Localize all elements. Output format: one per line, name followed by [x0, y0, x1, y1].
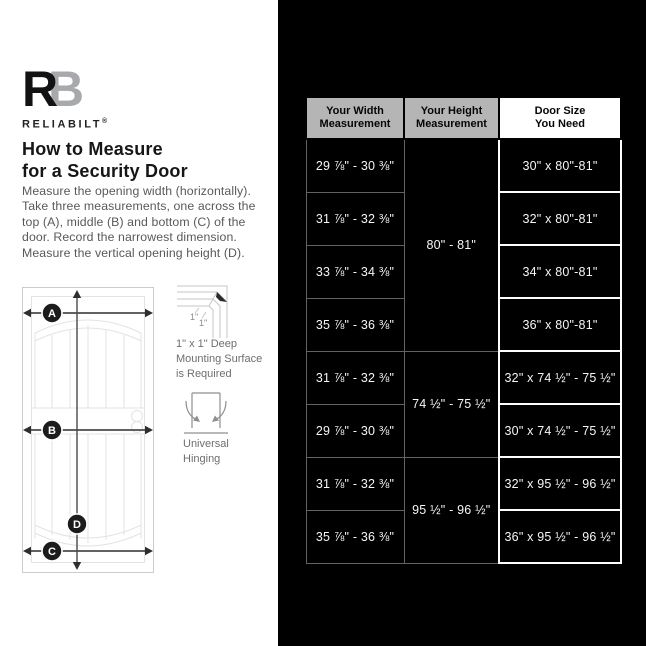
door-size-cell: 32" x 95 ½" - 96 ½"	[499, 457, 621, 510]
table-row	[306, 457, 621, 510]
point-a-label: A	[48, 308, 56, 320]
table-header-row	[306, 97, 621, 139]
mounting-note-line: is Required	[176, 368, 232, 380]
door-size-cell: 36" x 95 ½" - 96 ½"	[499, 510, 621, 563]
mounting-dim-h: 1"	[190, 312, 199, 322]
point-b-label: B	[48, 425, 56, 437]
header-text: Your Height	[420, 104, 483, 117]
header-text: Measurement	[416, 118, 487, 130]
page-title-line-2: for a Security Door	[22, 161, 188, 181]
instructions-line: Take three measurements, one across the	[22, 199, 256, 214]
width-cell: 33 ⅞" - 34 ⅜"	[306, 245, 404, 298]
header-text: Measurement	[319, 118, 391, 130]
instructions-line: Measure the opening width (horizontally).	[22, 184, 251, 198]
header-text: Door Size	[534, 104, 586, 117]
width-cell: 31 ⅞" - 32 ⅜"	[306, 192, 404, 245]
width-cell: 31 ⅞" - 32 ⅜"	[306, 351, 404, 404]
width-cell: 29 ⅞" - 30 ⅜"	[306, 139, 404, 192]
point-d-label: D	[73, 519, 81, 531]
column-header-door-size	[499, 97, 621, 139]
width-cell: 35 ⅞" - 36 ⅜"	[306, 298, 404, 351]
hinging-note	[183, 437, 229, 467]
logo-monogram	[22, 61, 142, 117]
logo-letter-r: R	[22, 61, 59, 117]
width-cell: 35 ⅞" - 36 ⅜"	[306, 510, 404, 563]
point-c-label: C	[48, 546, 56, 558]
door-size-cell: 30" x 80"-81"	[499, 139, 621, 192]
door-size-cell: 32" x 74 ½" - 75 ½"	[499, 351, 621, 404]
universal-hinging-icon	[183, 391, 229, 441]
table-row	[306, 351, 621, 404]
page-title-line-1: How to Measure	[22, 139, 163, 159]
door-measurement-diagram	[22, 287, 154, 573]
width-cell: 29 ⅞" - 30 ⅜"	[306, 404, 404, 457]
door-size-cell: 36" x 80"-81"	[499, 298, 621, 351]
mounting-note-line: 1" x 1" Deep	[176, 338, 238, 350]
brand-name	[22, 118, 142, 131]
instructions-line: top (A), middle (B) and bottom (C) of the	[22, 214, 246, 229]
registered-mark: ®	[102, 118, 108, 125]
hinging-note-line: Universal	[183, 438, 229, 450]
table-row	[306, 139, 621, 192]
logo-letter-b: B	[48, 61, 85, 117]
mounting-dim-v: 1"	[199, 318, 208, 328]
instructions-line: Measure the vertical opening height (D).	[22, 245, 245, 260]
mounting-note-line: Mounting Surface	[176, 353, 263, 365]
header-text: You Need	[535, 118, 585, 130]
instructions-text	[22, 184, 256, 261]
height-cell: 80" - 81"	[404, 139, 499, 351]
column-header-height	[404, 97, 499, 139]
page-title	[22, 138, 188, 182]
height-cell: 74 ½" - 75 ½"	[404, 351, 499, 457]
header-text: Your Width	[326, 104, 384, 117]
door-size-table	[305, 96, 622, 564]
brand-name-text: RELIABILT	[22, 118, 103, 131]
column-header-width	[306, 97, 404, 139]
reliabilt-logo	[22, 61, 142, 131]
door-size-cell: 30" x 74 ½" - 75 ½"	[499, 404, 621, 457]
height-cell: 95 ½" - 96 ½"	[404, 457, 499, 563]
hinging-note-line: Hinging	[183, 453, 221, 465]
instructions-line: door. Record the narrowest dimension.	[22, 230, 237, 245]
door-size-cell: 34" x 80"-81"	[499, 245, 621, 298]
width-cell: 31 ⅞" - 32 ⅜"	[306, 457, 404, 510]
mounting-surface-icon	[175, 284, 233, 342]
mounting-note	[176, 337, 262, 382]
door-size-cell: 32" x 80"-81"	[499, 192, 621, 245]
